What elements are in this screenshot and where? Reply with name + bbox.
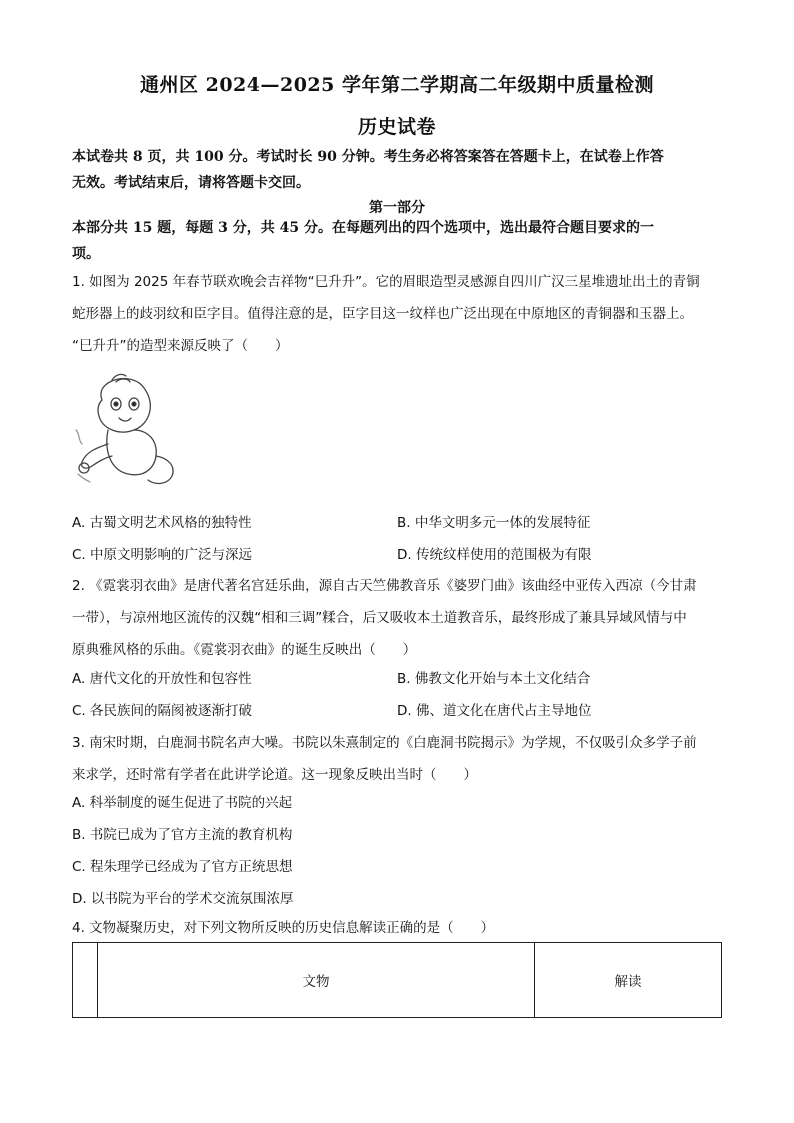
exam-title: 通州区 2024—2025 学年第二学期高二年级期中质量检测 xyxy=(140,74,654,96)
table-header-artifact: 文物 xyxy=(98,943,535,1018)
question-2-line-1: 2. 《霓裳羽衣曲》是唐代著名宫廷乐曲，源自古天竺佛教音乐《婆罗门曲》该曲经中亚传入西凉（今甘肃 xyxy=(72,578,697,594)
part-description-line-2: 项。 xyxy=(72,246,100,262)
part-title: 第一部分 xyxy=(369,200,425,216)
question-3-option-d[interactable]: D. 以书院为平台的学术交流氛围浓厚 xyxy=(72,891,294,907)
question-4-table xyxy=(72,942,722,1018)
question-1-line-3: “巳升升”的造型来源反映了（ ） xyxy=(72,338,289,354)
question-1-option-c[interactable]: C. 中原文明影响的广泛与深远 xyxy=(72,547,253,563)
exam-subtitle: 历史试卷 xyxy=(357,116,436,138)
question-2-line-2: 一带），与凉州地区流传的汉魏“相和三调”糅合，后又吸收本土道教音乐，最终形成了兼具异域风情与中 xyxy=(72,610,687,626)
table-header-interpretation: 解读 xyxy=(535,943,722,1018)
question-3-line-1: 3. 南宋时期，白鹿洞书院名声大噪。书院以朱熹制定的《白鹿洞书院揭示》为学规，不仅吸引众多学子前 xyxy=(72,735,697,751)
mascot-illustration xyxy=(72,370,182,495)
question-3-option-c[interactable]: C. 程朱理学已经成为了官方正统思想 xyxy=(72,859,293,875)
question-3-option-a[interactable]: A. 科举制度的诞生促进了书院的兴起 xyxy=(72,795,293,811)
question-1-option-a[interactable]: A. 古蜀文明艺术风格的独特性 xyxy=(72,515,252,531)
instructions-line-1: 本试卷共 8 页，共 100 分。考试时长 90 分钟。考生务必将答案答在答题卡上，在试卷上作答 xyxy=(72,149,664,165)
question-3-line-2: 来求学，还时常有学者在此讲学论道。这一现象反映出当时（ ） xyxy=(72,767,477,783)
question-3-option-b[interactable]: B. 书院已成为了官方主流的教育机构 xyxy=(72,827,293,843)
question-2-line-3: 原典雅风格的乐曲。《霓裳羽衣曲》的诞生反映出（ ） xyxy=(72,642,417,658)
table-cell-index xyxy=(73,943,98,1018)
question-1-option-d[interactable]: D. 传统纹样使用的范围极为有限 xyxy=(397,547,592,563)
question-2-option-b[interactable]: B. 佛教文化开始与本土文化结合 xyxy=(397,671,591,687)
question-1-option-b[interactable]: B. 中华文明多元一体的发展特征 xyxy=(397,515,591,531)
question-1-line-1: 1. 如图为 2025 年春节联欢晚会吉祥物“巳升升”。它的眉眼造型灵感源自四川广汉三星堆遗址出土的青铜 xyxy=(72,274,700,290)
question-2-option-c[interactable]: C. 各民族间的隔阂被逐渐打破 xyxy=(72,703,253,719)
part-description-line-1: 本部分共 15 题，每题 3 分，共 45 分。在每题列出的四个选项中，选出最符合题目要求的一 xyxy=(72,220,654,236)
question-2-option-d[interactable]: D. 佛、道文化在唐代占主导地位 xyxy=(397,703,592,719)
table-row xyxy=(73,943,722,1018)
question-2-option-a[interactable]: A. 唐代文化的开放性和包容性 xyxy=(72,671,252,687)
question-4-line-1: 4. 文物凝聚历史，对下列文物所反映的历史信息解读正确的是（ ） xyxy=(72,920,495,936)
question-1-line-2: 蛇形器上的歧羽纹和臣字目。值得注意的是，臣字目这一纹样也广泛出现在中原地区的青铜器和玉器上。 xyxy=(72,306,693,322)
instructions-line-2: 无效。考试结束后，请将答题卡交回。 xyxy=(72,175,310,191)
